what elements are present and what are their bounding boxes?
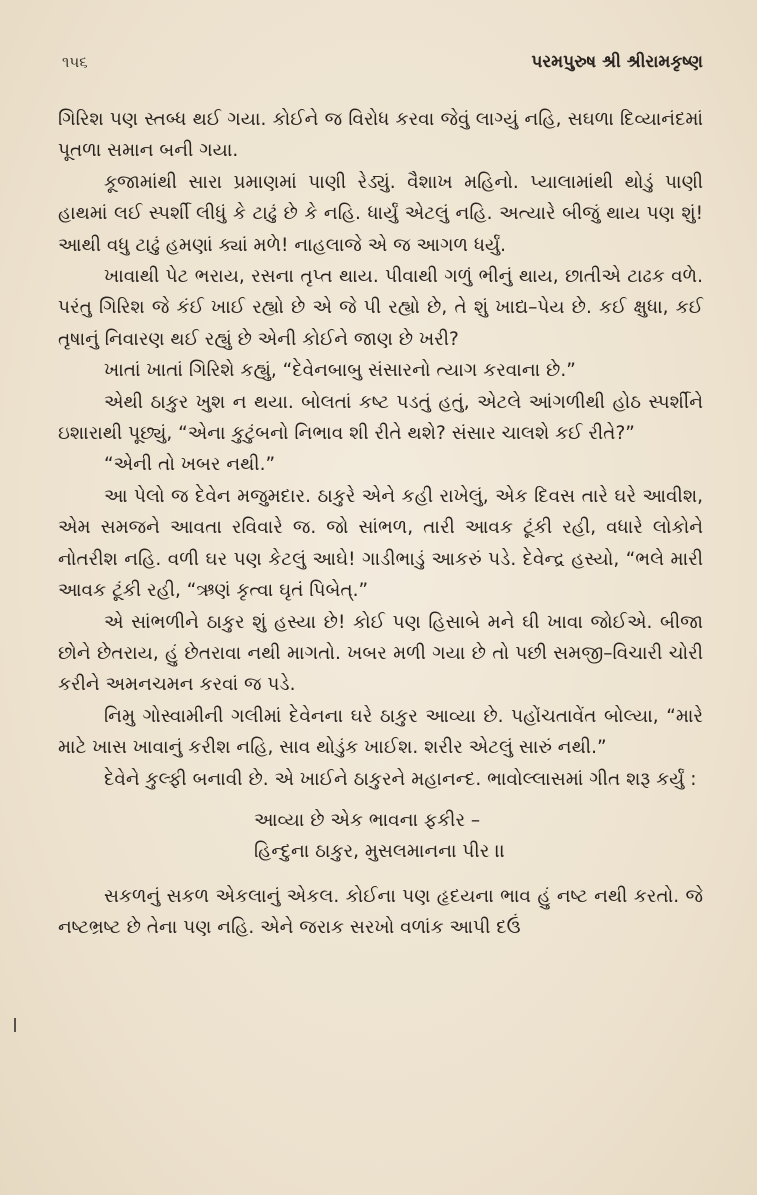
paragraph: ગિરિશ પણ સ્તબ્ધ થઈ ગયા. કોઈને જ વિરોધ કરવા જેવું લાગ્યું નહિ, સઘળા દિવ્યાનંદમાં પૂતળા સમાન બની ગયા.	[58, 109, 703, 162]
paragraph: “એની તો ખબર નથી.”	[104, 454, 276, 476]
song-verse	[254, 805, 703, 867]
margin-mark	[14, 1018, 16, 1032]
verse-line: આવ્યા છે એક ભાવના ફકીર –	[254, 809, 481, 831]
page-header	[58, 52, 703, 104]
paragraph: નિમુ ગોસ્વામીની ગલીમાં દેવેનના ઘરે ઠાકુર આવ્યા છે. પહોંચતાવેંત બોલ્યા, “મારે માટે ખાસ ખાવાનું કરીશ નહિ, સાવ થોડુંક ખાઈશ. શરીર એટલું સારું નથી.”	[58, 705, 703, 759]
paragraph: ખાતાં ખાતાં ગિરિશે કહ્યું, “દેવેનબાબુ સંસારનો ત્યાગ કરવાના છે.”	[104, 360, 576, 382]
paragraph: સકળનું સકળ એકલાનું એકલ. કોઈના પણ હૃદયના ભાવ હું નષ્ટ નથી કરતો. જે નષ્ટભ્રષ્ટ છે તેના પણ નહિ. એને જરાક સરખો વળાંક આપી દઉં	[58, 885, 703, 939]
paragraph: ખાવાથી પેટ ભરાય, રસના તૃપ્ત થાય. પીવાથી ગળું ભીનું થાય, છાતીએ ટાઢક વળે. પરંતુ ગિરિશ જે કંઈ ખાઈ રહ્યો છે એ જે પી રહ્યો છે, તે શું ખાદ્ય–પેય છે. કઈ ક્ષુધા, કઈ તૃષાનું નિવારણ થઈ રહ્યું છે એની કોઈને જાણ છે ખરી?	[58, 266, 703, 350]
paragraph: આ પેલો જ દેવેન મજુમદાર. ઠાકુરે એને કહી રાખેલું, એક દિવસ તારે ઘરે આવીશ, એમ સમજને આવતા રવિવારે જ. જો સાંભળ, તારી આવક ટૂંકી રહી, વધારે લોકોને નોતરીશ નહિ. વળી ઘર પણ કેટલું આઘે! ગાડીભાડું આકરું પડે. દેવેન્દ્ર હસ્યો, “ભલે મારી આવક ટૂંકી રહી, “ઋણં કૃત્વા ઘૃતં પિબેત્.”	[58, 485, 703, 602]
paragraph: એ સાંભળીને ઠાકુર શું હસ્યા છે! કોઈ પણ હિસાબે મને ઘી ખાવા જોઈએ. બીજા છોને છેતરાય, હું છેતરાવા નથી માગતો. ખબર મળી ગયા છે તો પછી સમજી–વિચારી ચોરી કરીને અમનચમન કરવાં જ પડે.	[58, 611, 703, 696]
paragraph: કૂજામાંથી સારા પ્રમાણમાં પાણી રેડ્યું. વૈશાખ મહિનો. પ્યાલામાંથી થોડું પાણી હાથમાં લઈ સ્પર્શી લીધું કે ટાઢું છે કે નહિ. ધાર્યું એટલું નહિ. અત્યારે બીજું થાય પણ શું! આથી વધુ ટાઢું હમણાં ક્યાં મળે! નાહલાજે એ જ આગળ ધર્યું.	[58, 171, 703, 256]
verse-line: હિન્દુના ઠાકુર, મુસલમાનના પીર ।।	[254, 840, 506, 862]
paragraph: એથી ઠાકુર ખુશ ન થયા. બોલતાં કષ્ટ પડતું હતું, એટલે આંગળીથી હોઠ સ્પર્શીને ઇશારાથી પૂછ્યું, “એના કુટુંબનો નિભાવ શી રીતે થશે? સંસાર ચાલશે કઈ રીતે?”	[58, 391, 703, 445]
paragraph: દેવેને કુલ્ફી બનાવી છે. એ ખાઈને ઠાકુરને મહાનન્દ. ભાવોલ્લાસમાં ગીત શરૂ કર્યું :	[104, 768, 697, 790]
page-number: ૧૫૬	[62, 53, 88, 71]
running-head: પરમપુરુષ શ્રી શ્રીરામકૃષ્ણ	[531, 52, 703, 72]
body-text	[58, 104, 703, 944]
